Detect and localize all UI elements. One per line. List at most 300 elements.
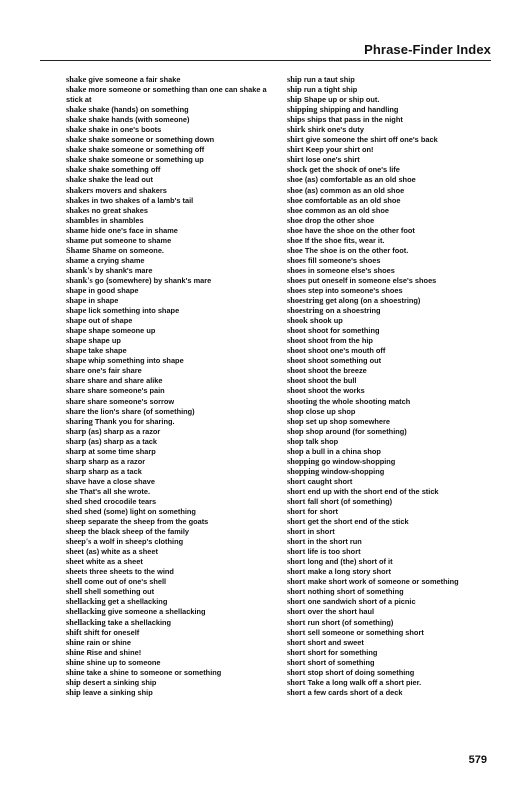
- index-headword: shoe: [287, 205, 303, 215]
- index-phrase: a crying shame: [90, 255, 145, 265]
- index-headword: shape: [66, 346, 87, 356]
- index-phrase: over the short haul: [307, 607, 375, 617]
- index-headword: ship: [287, 95, 302, 105]
- index-phrase: shipping and handling: [319, 105, 399, 115]
- index-entry: [287, 537, 497, 547]
- index-headword: shoot: [287, 366, 306, 376]
- index-phrase: shake hands (with someone): [88, 115, 190, 125]
- index-phrase: long and (the) short of it: [307, 557, 393, 567]
- index-entry: [66, 175, 278, 185]
- index-entry: [66, 216, 278, 226]
- index-headword: shape: [66, 326, 87, 336]
- index-entry: [287, 557, 497, 567]
- index-entry: [287, 85, 497, 95]
- index-phrase: share someone's pain: [87, 386, 165, 396]
- index-phrase: short of something: [307, 657, 375, 667]
- index-headword: shoe: [287, 235, 303, 245]
- index-entry: [66, 165, 278, 175]
- index-phrase: come out of one's shell: [84, 577, 167, 587]
- index-headword: short: [287, 567, 306, 577]
- index-entry: [66, 537, 278, 547]
- index-phrase: in short: [307, 527, 335, 537]
- index-entry: [287, 175, 497, 185]
- index-phrase: share and share alike: [87, 376, 163, 386]
- index-headword: shook: [287, 316, 308, 326]
- index-headword: short: [287, 607, 306, 617]
- index-entry: [287, 437, 497, 447]
- index-headword: Shame: [66, 245, 90, 255]
- index-phrase: whip something into shape: [88, 356, 184, 366]
- index-headword: shirt: [287, 145, 304, 155]
- index-entry: [66, 517, 278, 527]
- index-phrase: at some time sharp: [88, 446, 156, 456]
- index-entry: [287, 587, 497, 597]
- index-phrase: make short work of someone or something: [307, 577, 459, 587]
- index-headword: short: [287, 617, 306, 627]
- index-phrase: Keep your shirt on!: [305, 145, 374, 155]
- index-entry: [287, 668, 497, 678]
- index-headword: share: [66, 406, 86, 416]
- index-headword: shape: [66, 296, 87, 306]
- index-entry: [66, 447, 278, 457]
- index-phrase: the lion's share (of something): [87, 406, 195, 416]
- index-entry: [66, 155, 278, 165]
- index-phrase: set up shop somewhere: [305, 416, 390, 426]
- index-phrase: ships that pass in the night: [307, 115, 403, 125]
- index-entry: [287, 206, 497, 216]
- index-headword: sheets: [66, 567, 88, 577]
- index-entry: [66, 557, 278, 567]
- index-headword: ships: [287, 115, 305, 125]
- index-phrase: put oneself in someone else's shoes: [308, 275, 437, 285]
- index-phrase: sell someone or something short: [307, 627, 424, 637]
- index-entry: [287, 216, 497, 226]
- index-phrase: one's fair share: [87, 366, 142, 376]
- index-phrase: separate the sheep from the goats: [87, 517, 209, 527]
- index-phrase: fall short (of something): [307, 496, 393, 506]
- index-headword: shine: [66, 647, 85, 657]
- index-entry: [66, 678, 278, 688]
- index-phrase: shoot the breeze: [308, 366, 367, 376]
- index-phrase: (as) sharp as a razor: [88, 426, 161, 436]
- index-entry: [287, 266, 497, 276]
- index-entry: [66, 196, 278, 206]
- index-phrase: shoot the works: [308, 386, 365, 396]
- index-entry: [287, 618, 497, 628]
- index-entry: [66, 246, 278, 256]
- index-headword: sharp: [66, 456, 87, 466]
- index-phrase: nothing short of something: [307, 587, 404, 597]
- index-headword: shoestring: [287, 306, 324, 316]
- index-headword: shop: [287, 406, 304, 416]
- index-entry: [66, 75, 278, 85]
- index-phrase: get the shock of one's life: [309, 165, 400, 175]
- index-entry: [287, 145, 497, 155]
- index-phrase: lick something into shape: [88, 306, 180, 316]
- index-headword: short: [287, 597, 306, 607]
- index-phrase: run short (of something): [307, 617, 394, 627]
- index-entry: [287, 196, 497, 206]
- index-phrase: step into someone's shoes: [308, 285, 403, 295]
- index-headword: sheep: [66, 527, 86, 537]
- index-phrase: have the shoe on the other foot: [304, 225, 415, 235]
- index-phrase: comfortable as an old shoe: [304, 195, 401, 205]
- index-phrase: shine up to someone: [86, 657, 161, 667]
- index-entry: [66, 668, 278, 678]
- index-headword: shakes: [66, 205, 90, 215]
- index-phrase: caught short: [307, 476, 353, 486]
- index-entry: [287, 487, 497, 497]
- index-headword: shine: [66, 667, 85, 677]
- index-entry: [66, 85, 278, 105]
- index-headword: shoot: [287, 346, 306, 356]
- index-phrase: shoot something out: [308, 356, 382, 366]
- index-phrase: in the short run: [307, 537, 362, 547]
- index-entry: [287, 407, 497, 417]
- index-headword: shank's: [66, 265, 93, 275]
- index-entry: [66, 397, 278, 407]
- index-phrase: make a long story short: [307, 567, 391, 577]
- index-entry: [287, 658, 497, 668]
- index-phrase: movers and shakers: [95, 185, 167, 195]
- index-headword: shooting: [287, 396, 317, 406]
- index-phrase: shape someone up: [88, 326, 156, 336]
- index-entry: [66, 688, 278, 698]
- index-headword: shop: [287, 446, 304, 456]
- index-headword: shake: [66, 115, 87, 125]
- index-phrase: leave a sinking ship: [82, 687, 153, 697]
- index-entry: [66, 407, 278, 417]
- index-entry: [287, 226, 497, 236]
- index-headword: short: [287, 557, 306, 567]
- index-phrase: shoot from the hip: [308, 336, 373, 346]
- index-entry: [287, 678, 497, 688]
- index-phrase: shed crocodile tears: [84, 496, 157, 506]
- index-entry: [66, 658, 278, 668]
- index-phrase: That's all she wrote.: [79, 486, 151, 496]
- index-headword: shame: [66, 225, 89, 235]
- index-entry: [66, 577, 278, 587]
- index-phrase: Take a long walk off a short pier.: [307, 677, 422, 687]
- index-entry: [66, 145, 278, 155]
- index-headword: shake: [66, 75, 87, 84]
- index-headword: ship: [66, 677, 81, 687]
- index-headword: shoe: [287, 185, 303, 195]
- index-headword: shake: [66, 145, 87, 155]
- index-entry: [287, 135, 497, 145]
- index-entry: [287, 256, 497, 266]
- index-headword: short: [287, 507, 306, 517]
- index-entry: [287, 286, 497, 296]
- index-headword: shine: [66, 657, 85, 667]
- index-headword: short: [287, 547, 306, 557]
- index-headword: shoe: [287, 215, 303, 225]
- index-headword: shake: [66, 155, 87, 165]
- index-entry: [66, 115, 278, 125]
- index-headword: shift: [66, 627, 82, 637]
- index-phrase: sharp as a tack: [88, 466, 142, 476]
- index-headword: shape: [66, 356, 87, 366]
- index-headword: shake: [66, 165, 87, 175]
- index-phrase: drop the other shoe: [304, 215, 375, 225]
- index-phrase: shook up: [309, 316, 343, 326]
- index-entry: [287, 427, 497, 437]
- index-phrase: shoot for something: [308, 326, 380, 336]
- index-entry: [287, 105, 497, 115]
- index-phrase: life is too short: [307, 547, 361, 557]
- index-entry: [287, 95, 497, 105]
- index-entry: [287, 417, 497, 427]
- index-phrase: white as a sheet: [86, 557, 143, 567]
- index-entry: [287, 527, 497, 537]
- index-headword: share: [66, 396, 86, 406]
- index-phrase: a wolf in sheep's clothing: [93, 537, 184, 547]
- index-phrase: (as) comfortable as an old shoe: [304, 175, 416, 185]
- index-entry: [66, 366, 278, 376]
- index-entry: [287, 115, 497, 125]
- index-phrase: shop around (for something): [305, 426, 407, 436]
- index-phrase: shake something off: [88, 165, 161, 175]
- index-phrase: desert a sinking ship: [82, 677, 157, 687]
- index-entry: [287, 457, 497, 467]
- index-entry: [66, 316, 278, 326]
- index-headword: short: [287, 657, 306, 667]
- index-headword: shame: [66, 255, 89, 265]
- index-entry: [66, 467, 278, 477]
- index-headword: shape: [66, 336, 87, 346]
- index-entry: [287, 366, 497, 376]
- index-headword: shoe: [287, 175, 303, 185]
- index-phrase: If the shoe fits, wear it.: [304, 235, 385, 245]
- index-entry: [287, 155, 497, 165]
- index-headword: shape: [66, 285, 87, 295]
- index-headword: sharp: [66, 466, 87, 476]
- index-headword: shop: [287, 426, 304, 436]
- index-phrase: short and sweet: [307, 637, 364, 647]
- index-phrase: lose one's shirt: [305, 155, 360, 165]
- index-headword: short: [287, 667, 306, 677]
- index-headword: shoes: [287, 285, 306, 295]
- index-phrase: rain or shine: [86, 637, 131, 647]
- index-headword: shoot: [287, 386, 306, 396]
- index-phrase: get the short end of the stick: [307, 517, 409, 527]
- index-headword: short: [287, 577, 306, 587]
- index-headword: shoot: [287, 356, 306, 366]
- index-entry: [66, 437, 278, 447]
- index-headword: shine: [66, 637, 85, 647]
- index-entry: [66, 276, 278, 286]
- index-headword: shell: [66, 577, 83, 587]
- index-entry: [66, 567, 278, 577]
- index-headword: sharing: [66, 416, 93, 426]
- index-entry: [287, 386, 497, 396]
- index-entry: [287, 246, 497, 256]
- index-phrase: (as) sharp as a tack: [88, 436, 158, 446]
- index-entry: [66, 206, 278, 216]
- index-phrase: shift for oneself: [83, 627, 140, 637]
- index-headword: shopping: [287, 466, 320, 476]
- index-headword: short: [287, 637, 306, 647]
- index-entry: [287, 326, 497, 336]
- index-headword: shake: [66, 135, 87, 145]
- index-headword: shoes: [287, 255, 306, 265]
- index-entry: [66, 296, 278, 306]
- index-headword: shakes: [66, 195, 90, 205]
- index-phrase: a few cards short of a deck: [307, 687, 403, 697]
- index-headword: shake: [66, 85, 87, 95]
- index-phrase: the black sheep of the family: [87, 527, 189, 537]
- index-entry: [66, 417, 278, 427]
- index-entry: [66, 226, 278, 236]
- index-headword: shed: [66, 507, 83, 517]
- index-phrase: take a shine to someone or something: [86, 667, 222, 677]
- index-entry: [66, 306, 278, 316]
- index-headword: shoes: [287, 275, 306, 285]
- index-entry: [66, 346, 278, 356]
- page-title: Phrase-Finder Index: [364, 42, 491, 57]
- index-entry: [66, 135, 278, 145]
- index-entry: [287, 607, 497, 617]
- index-headword: shoes: [287, 265, 306, 275]
- index-entry: [66, 628, 278, 638]
- index-entry: [66, 607, 278, 617]
- index-headword: shirt: [287, 135, 304, 145]
- index-phrase: shirk one's duty: [307, 125, 364, 135]
- index-entry: [287, 507, 497, 517]
- index-phrase: in shape: [88, 296, 119, 306]
- index-headword: sheet: [66, 557, 84, 567]
- index-phrase: give someone the shirt off one's back: [305, 135, 438, 145]
- index-headword: shave: [66, 476, 86, 486]
- index-phrase: shake (hands) on something: [88, 105, 189, 115]
- index-headword: short: [287, 687, 306, 697]
- index-phrase: shed (some) light on something: [84, 507, 196, 517]
- index-headword: short: [287, 486, 306, 496]
- index-entry: [66, 427, 278, 437]
- index-phrase: The shoe is on the other foot.: [304, 245, 409, 255]
- index-phrase: out of shape: [88, 316, 133, 326]
- index-headword: shell: [66, 587, 83, 597]
- index-phrase: shoot one's mouth off: [308, 346, 386, 356]
- index-phrase: give someone a shellacking: [107, 607, 206, 617]
- index-headword: shoot: [287, 336, 306, 346]
- index-phrase: go window-shopping: [321, 456, 396, 466]
- index-phrase: more someone or something than one can shake a stick at: [66, 85, 267, 105]
- index-column-left: [66, 75, 278, 698]
- index-headword: shake: [66, 105, 87, 115]
- index-entry: [66, 638, 278, 648]
- index-headword: short: [287, 627, 306, 637]
- index-phrase: in two shakes of a lamb's tail: [91, 195, 194, 205]
- index-entry: [287, 577, 497, 587]
- index-headword: shop: [287, 436, 304, 446]
- index-phrase: go (somewhere) by shank's mare: [94, 275, 212, 285]
- index-phrase: shake in one's boots: [88, 125, 162, 135]
- index-phrase: three sheets to the wind: [89, 567, 174, 577]
- index-phrase: put someone to shame: [90, 235, 172, 245]
- index-headword: shoot: [287, 376, 306, 386]
- index-entry: [66, 125, 278, 135]
- index-entry: [66, 648, 278, 658]
- index-headword: share: [66, 366, 86, 376]
- index-entry: [287, 165, 497, 175]
- index-phrase: short for something: [307, 647, 378, 657]
- index-headword: ship: [66, 687, 81, 697]
- index-phrase: run a taut ship: [303, 75, 355, 84]
- index-entry: [287, 497, 497, 507]
- index-headword: shirt: [287, 155, 304, 165]
- index-entry: [287, 648, 497, 658]
- index-headword: she: [66, 486, 78, 496]
- index-headword: shed: [66, 496, 83, 506]
- index-phrase: Shape up or ship out.: [303, 95, 380, 105]
- index-phrase: one sandwich short of a picnic: [307, 597, 416, 607]
- index-headword: shellacking: [66, 597, 106, 607]
- index-phrase: on a shoestring: [325, 306, 381, 316]
- index-entry: [287, 376, 497, 386]
- index-headword: shake: [66, 125, 87, 135]
- index-entry: [66, 336, 278, 346]
- index-phrase: by shank's mare: [94, 265, 153, 275]
- index-phrase: sharp as a razor: [88, 456, 146, 466]
- index-headword: short: [287, 527, 306, 537]
- index-entry: [287, 125, 497, 135]
- index-entry: [287, 597, 497, 607]
- index-headword: short: [287, 496, 306, 506]
- index-phrase: close up shop: [305, 406, 356, 416]
- index-entry: [66, 618, 278, 628]
- index-headword: sharp: [66, 426, 87, 436]
- index-entry: [66, 457, 278, 467]
- index-phrase: in good shape: [88, 285, 139, 295]
- index-headword: share: [66, 386, 86, 396]
- index-entry: [287, 477, 497, 487]
- index-headword: short: [287, 476, 306, 486]
- index-headword: shellacking: [66, 617, 106, 627]
- index-phrase: fill someone's shoes: [308, 255, 381, 265]
- index-headword: shambles: [66, 215, 99, 225]
- index-entry: [287, 567, 497, 577]
- index-phrase: run a tight ship: [303, 85, 358, 95]
- index-headword: ship: [287, 75, 302, 84]
- index-phrase: shake someone or something up: [88, 155, 204, 165]
- index-entry: [287, 316, 497, 326]
- index-entry: [66, 186, 278, 196]
- index-entry: [66, 587, 278, 597]
- index-phrase: the whole shooting match: [319, 396, 411, 406]
- index-headword: shellacking: [66, 607, 106, 617]
- index-entry: [287, 186, 497, 196]
- index-entry: [66, 487, 278, 497]
- index-phrase: in someone else's shoes: [308, 265, 395, 275]
- index-phrase: take shape: [88, 346, 127, 356]
- index-headword: short: [287, 677, 306, 687]
- index-phrase: (as) white as a sheet: [86, 547, 158, 557]
- index-phrase: a bull in a china shop: [305, 446, 381, 456]
- index-headword: short: [287, 537, 306, 547]
- index-entry: [287, 336, 497, 346]
- index-headword: shakers: [66, 185, 94, 195]
- index-entry: [66, 547, 278, 557]
- index-entry: [287, 628, 497, 638]
- index-headword: sheet: [66, 547, 84, 557]
- index-entry: [287, 276, 497, 286]
- index-phrase: hide one's face in shame: [90, 225, 178, 235]
- index-headword: shape: [66, 316, 87, 326]
- index-headword: sheep's: [66, 537, 92, 547]
- index-entry: [66, 376, 278, 386]
- index-entry: [66, 356, 278, 366]
